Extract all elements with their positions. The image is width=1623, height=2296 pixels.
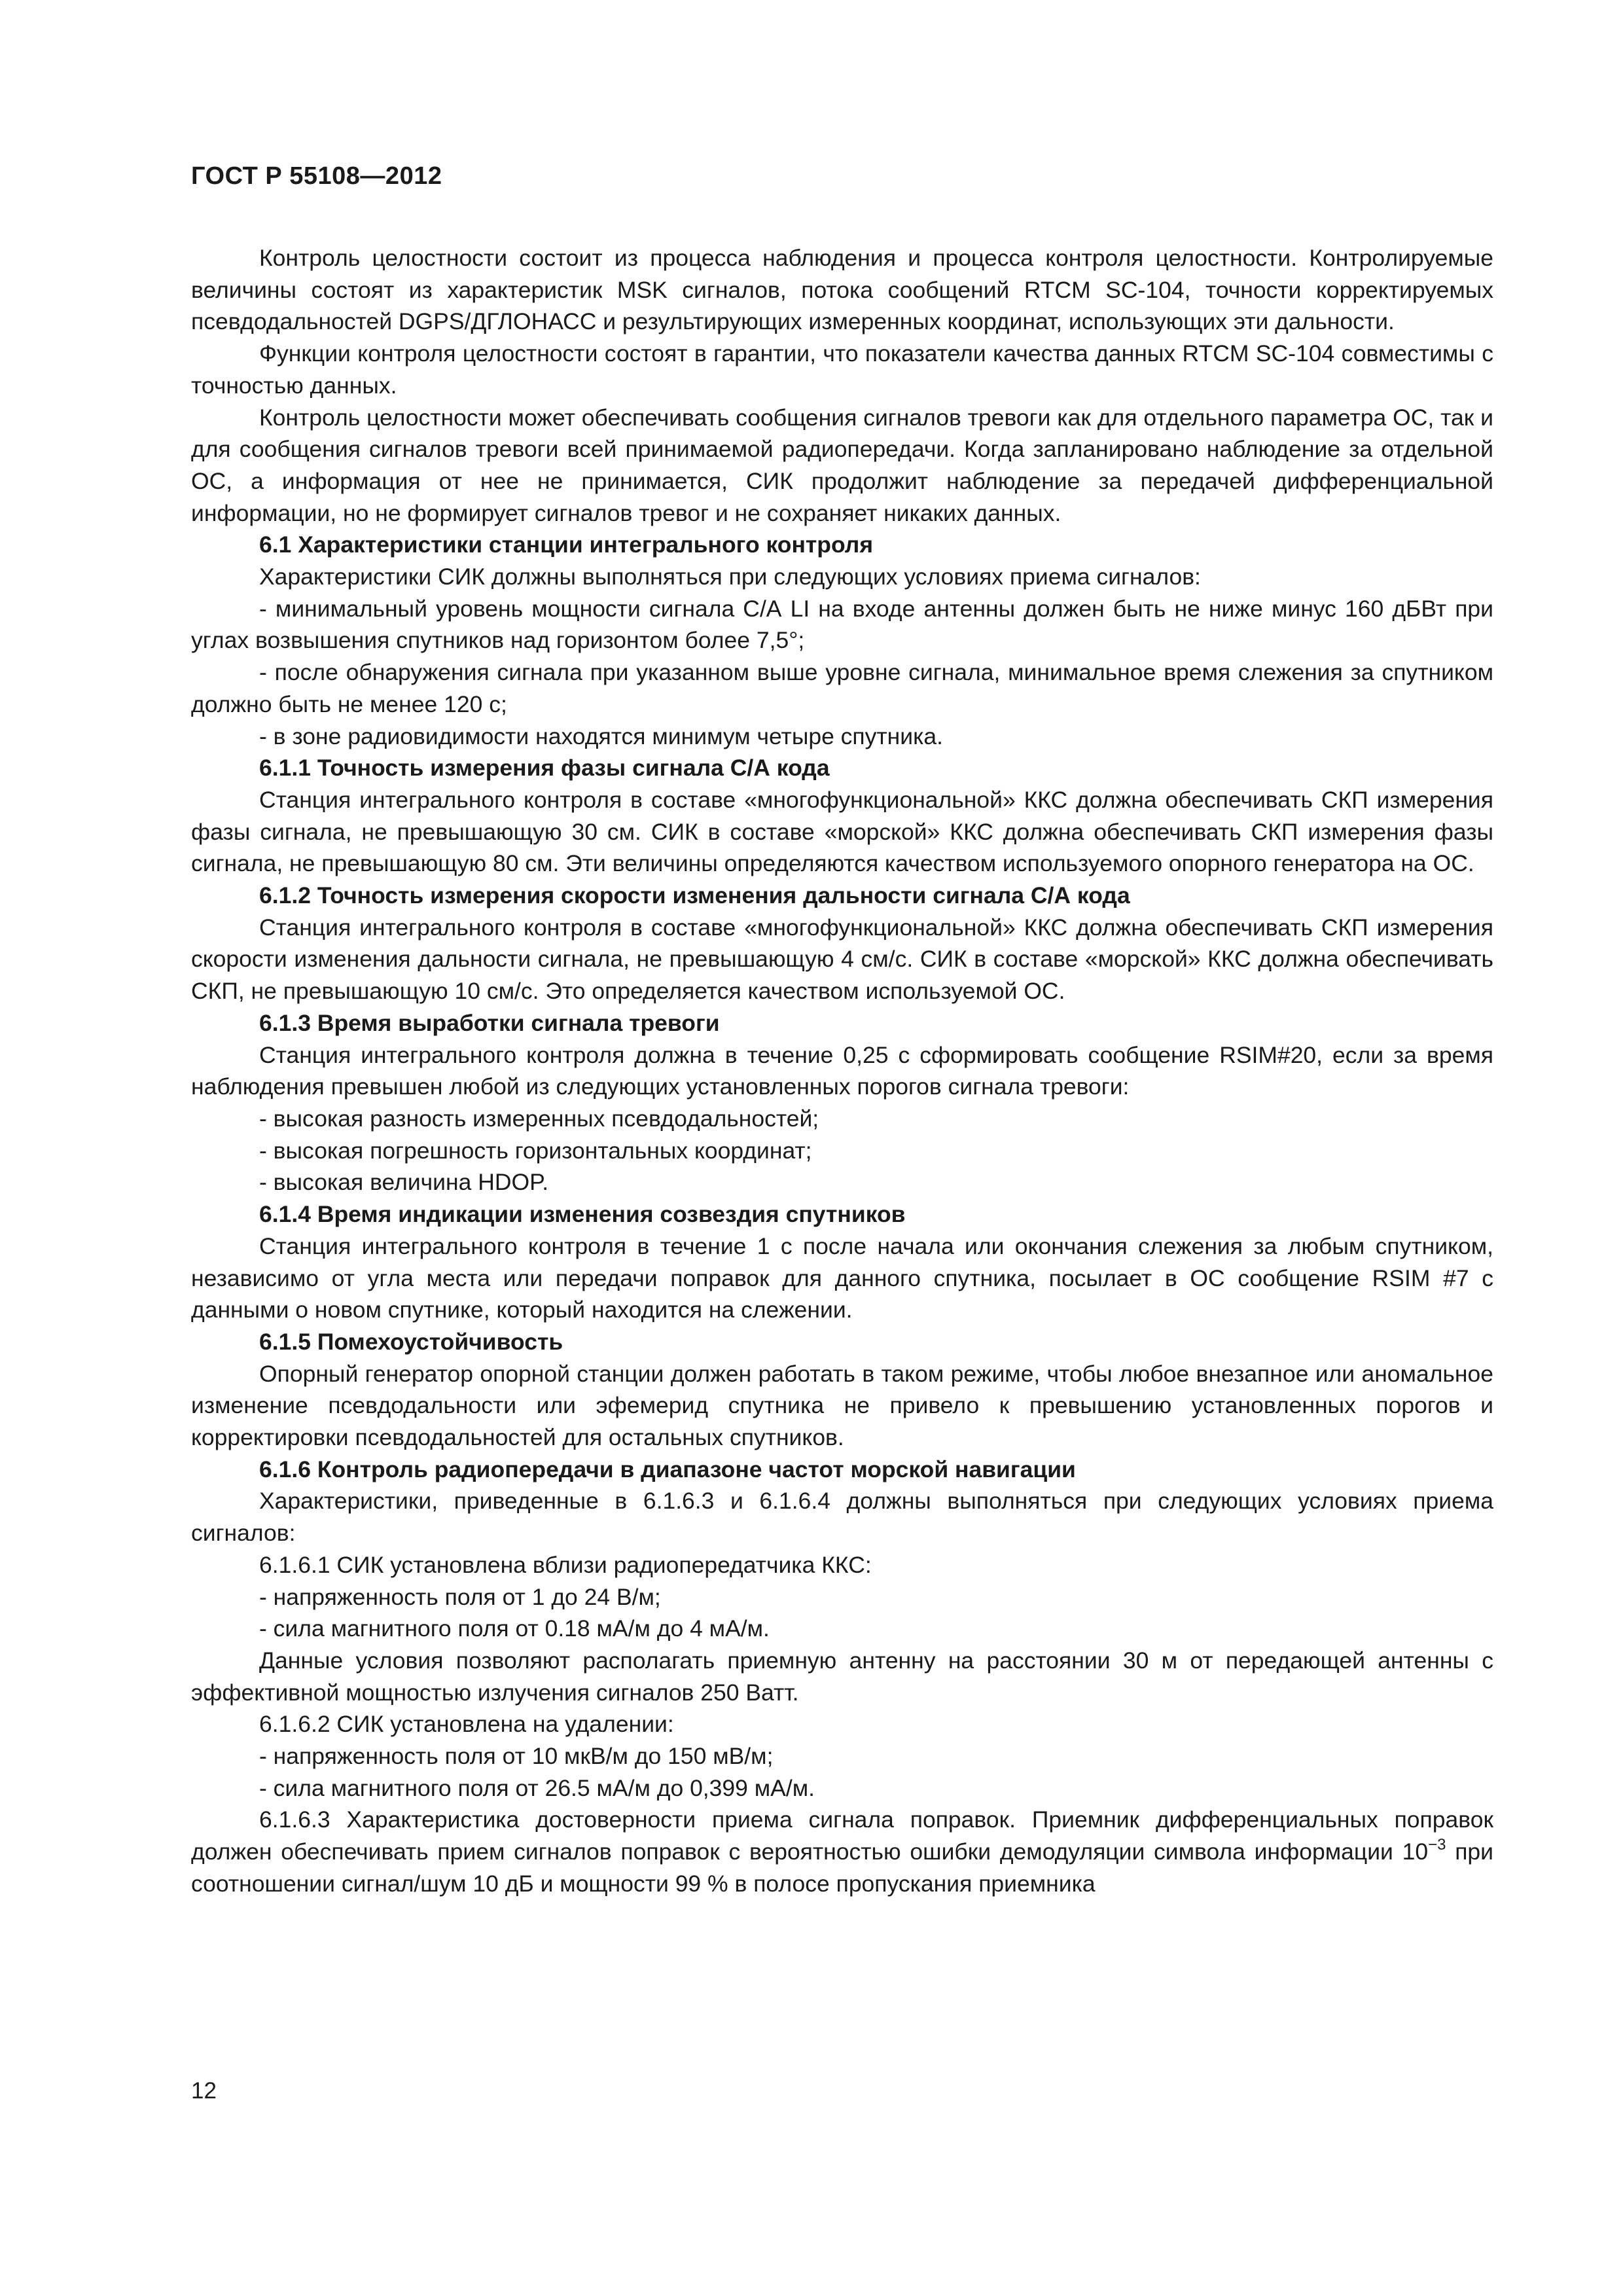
section-heading-6-1-3: 6.1.3 Время выработки сигнала тревоги (259, 1009, 720, 1036)
paragraph: Контроль целостности может обеспечивать сообщения сигналов тревоги как для отдельного параметра ОС, так и для сообщения сигналов тревоги всей принимаемой радиопередачи. Когда запланировано наблюдение за отдельной ОС, а информация от нее не принимается, СИК продолжит наблюдение за передачей дифференциальной информации, но не формирует сигналов тревог и не сохраняет никаких данных. (191, 404, 1493, 526)
section-heading-6-1-2: 6.1.2 Точность измерения скорости изменения дальности сигнала С/А кода (259, 882, 1130, 909)
paragraph (191, 1804, 1493, 1899)
paragraph: Станция интегрального контроля должна в течение 0,25 с сформировать сообщение RSIM#20, если за время наблюдения превышен любой из следующих установленных порогов сигнала тревоги: (191, 1041, 1493, 1100)
list-item: - высокая величина HDOP. (259, 1169, 549, 1196)
paragraph: Данные условия позволяют располагать приемную антенну на расстоянии 30 м от передающей антенны с эффективной мощностью излучения сигналов 250 Ватт. (191, 1647, 1493, 1706)
list-item: - высокая разность измеренных псевдодальностей; (259, 1105, 819, 1132)
paragraph: Станция интегрального контроля в составе «многофункциональной» ККС должна обеспечивать СКП измерения скорости изменения дальности сигнала, не превышающую 4 см/с. СИК в составе «морской» ККС должна обеспечивать СКП, не превышающую 10 см/с. Это определяется качеством используемой ОС. (191, 914, 1493, 1005)
section-heading-6-1-1: 6.1.1 Точность измерения фазы сигнала С/А кода (259, 755, 830, 781)
section-heading-6-1: 6.1 Характеристики станции интегрального контроля (259, 531, 874, 558)
paragraph: Станция интегрального контроля в течение 1 с после начала или окончания слежения за любым спутником, независимо от угла места или передачи поправок для данного спутника, посылает в ОС сообщение RSIM #7 с данными о новом спутнике, который находится на слежении. (191, 1232, 1493, 1323)
section-heading-6-1-4: 6.1.4 Время индикации изменения созвездия спутников (259, 1201, 906, 1228)
list-item: - сила магнитного поля от 0.18 мА/м до 4 мА/м. (259, 1615, 770, 1642)
list-item: - высокая погрешность горизонтальных координат; (259, 1137, 812, 1164)
section-heading-6-1-5: 6.1.5 Помехоустойчивость (259, 1328, 563, 1355)
paragraph-text: при соотношении сигнал/шум 10 дБ и мощности 99 % в полосе пропускания приемника (191, 1839, 1493, 1897)
list-item: - напряженность поля от 1 до 24 В/м; (259, 1583, 661, 1610)
list-item: - сила магнитного поля от 26.5 мА/м до 0,399 мА/м. (259, 1774, 815, 1801)
paragraph: 6.1.6.1 СИК установлена вблизи радиопередатчика ККС: (259, 1551, 872, 1578)
paragraph: Контроль целостности состоит из процесса наблюдения и процесса контроля целостности. Контролируемые величины состоят из характеристик MSK сигналов, потока сообщений RTCM SC-104, точности корректируемых псевдодальностей DGPS/ДГЛОНАСС и результирующих измеренных координат, использующих эти дальности. (191, 245, 1493, 335)
paragraph: Функции контроля целостности состоят в гарантии, что показатели качества данных RTCM SC-104 совместимы с точностью данных. (191, 340, 1493, 399)
list-item: - напряженность поля от 10 мкВ/м до 150 мВ/м; (259, 1743, 774, 1770)
paragraph: 6.1.6.2 СИК установлена на удалении: (259, 1711, 674, 1738)
paragraph: Опорный генератор опорной станции должен работать в таком режиме, чтобы любое внезапное или аномальное изменение псевдодальности или эфемерид спутника не привело к превышению установленных порогов и корректировки псевдодальностей для остальных спутников. (191, 1360, 1493, 1451)
section-heading-6-1-6: 6.1.6 Контроль радиопередачи в диапазоне частот морской навигации (259, 1456, 1076, 1482)
list-item: - в зоне радиовидимости находятся минимум четыре спутника. (259, 723, 944, 749)
document-header: ГОСТ Р 55108—2012 (191, 162, 442, 190)
page-number: 12 (191, 2078, 217, 2104)
paragraph: Характеристики, приведенные в 6.1.6.3 и 6.1.6.4 должны выполняться при следующих условиях приема сигналов: (191, 1488, 1493, 1547)
list-item: - минимальный уровень мощности сигнала С/А LI на входе антенны должен быть не ниже минус 160 дБВт при углах возвышения спутников над горизонтом более 7,5°; (191, 595, 1493, 654)
paragraph: Станция интегрального контроля в составе «многофункциональной» ККС должна обеспечивать СКП измерения фазы сигнала, не превышающую 30 см. СИК в составе «морской» ККС должна обеспечивать СКП измерения фазы сигнала, не превышающую 80 см. Эти величины определяются качеством используемого опорного генератора на ОС. (191, 786, 1493, 877)
list-item: - после обнаружения сигнала при указанном выше уровне сигнала, минимальное время слежения за спутником должно быть не менее 120 с; (191, 659, 1493, 717)
paragraph-text: 6.1.6.3 Характеристика достоверности приема сигнала поправок. Приемник дифференциальных поправок должен обеспечивать прием сигналов поправок с вероятностью ошибки демодуляции символа информации 10 (191, 1806, 1493, 1865)
paragraph: Характеристики СИК должны выполняться при следующих условиях приема сигналов: (259, 564, 1201, 590)
document-body (191, 242, 1493, 1900)
exponent: −3 (1428, 1836, 1446, 1854)
